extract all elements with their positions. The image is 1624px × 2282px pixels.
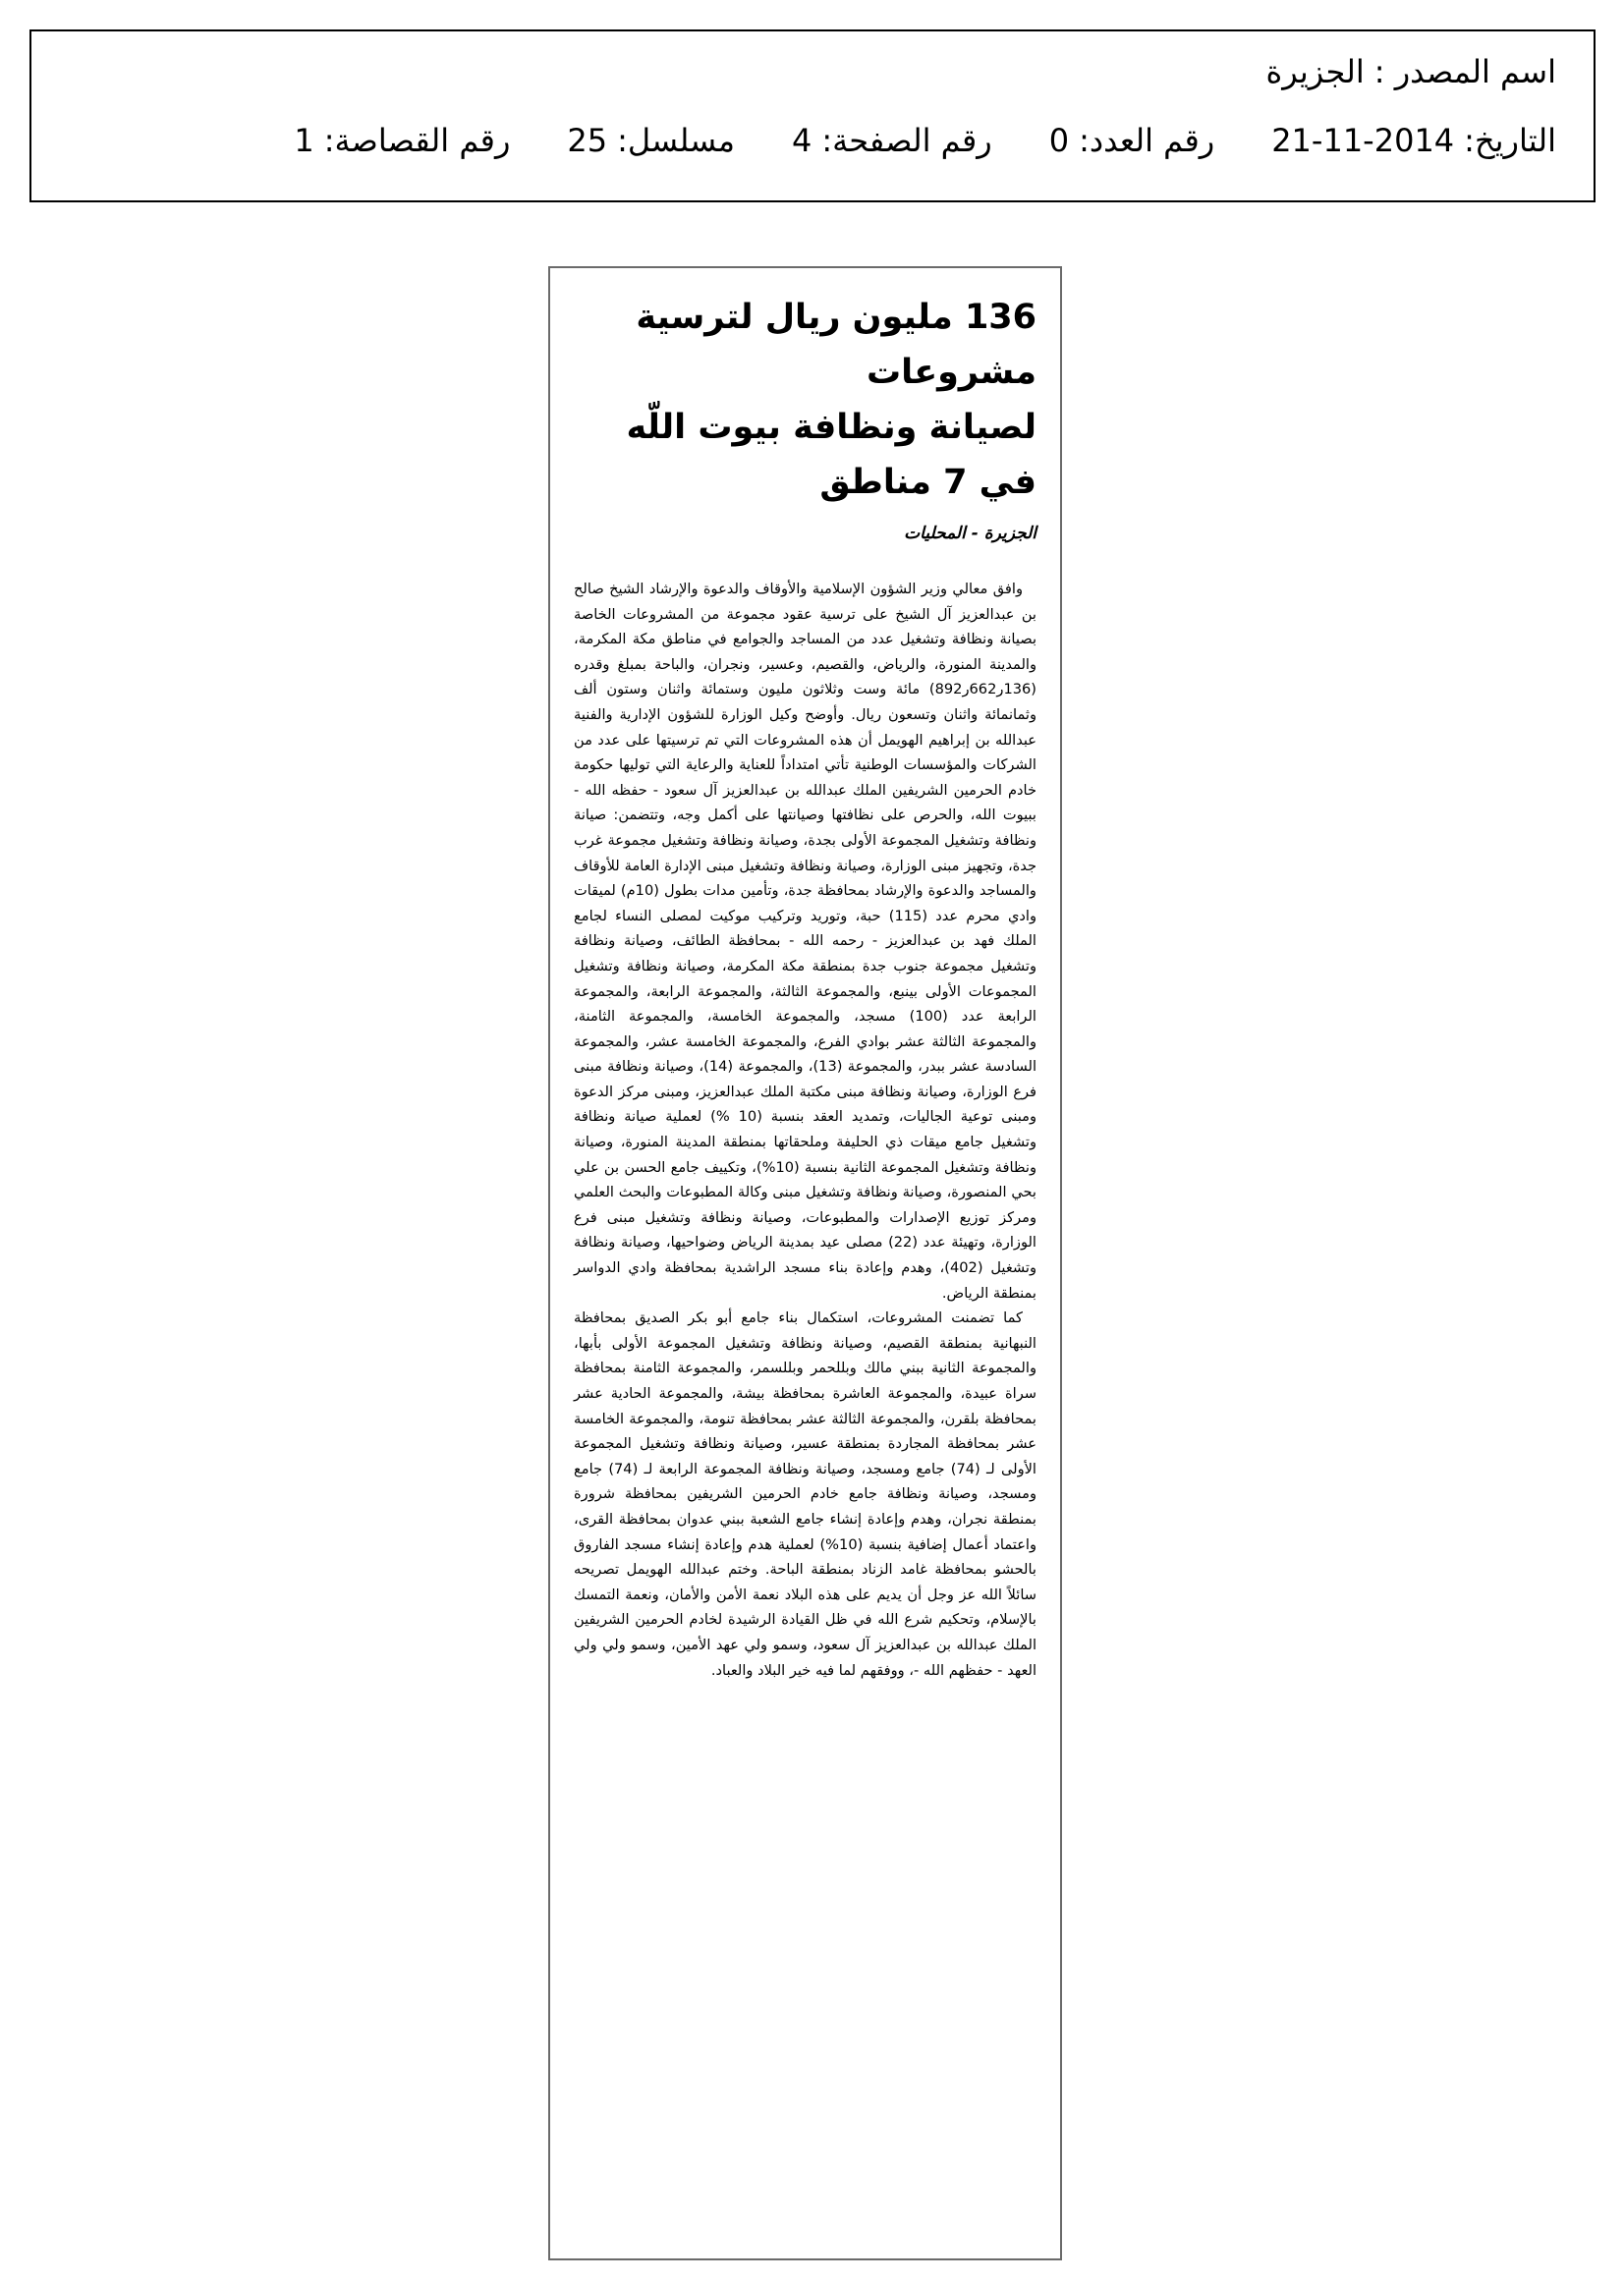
headline-line-2: لصيانة ونظافة بيوت اللّه في 7 مناطق [626,408,1036,502]
page-label: رقم الصفحة: [821,122,992,159]
issue-value: 0 [1048,122,1070,159]
byline: الجزيرة - المحليات [904,524,1036,543]
serial-field [567,122,735,159]
page-field [792,122,992,159]
clip-value: 1 [294,122,314,159]
source-label: اسم المصدر : [1373,53,1556,90]
serial-value: 25 [567,122,608,159]
issue-label: رقم العدد: [1079,122,1215,159]
article-paragraph-1: وافق معالي وزير الشؤون الإسلامية والأوقاف والدعوة والإرشاد الشيخ صالح بن عبدالعزيز آل الشيخ على ترسية عقود مجموعة من المشروعات الخاصة بصيانة ونظافة وتشغيل عدد من المساجد والجوامع في مناطق مكة المكرمة، والمدينة المنورة، والرياض، والقصيم، وعسير، ونجران، والباحة بمبلغ وقدره (136ر662ر892) مائة وست وثلاثون مليون وستمائة واثنان وستون ألف وثمانمائة واثنان وتسعون ريال. وأوضح وكيل الوزارة للشؤون الإدارية والفنية عبدالله بن إبراهيم الهويمل أن هذه المشروعات التي تم ترسيتها على عدد من الشركات والمؤسسات الوطنية تأتي امتداداً للعناية والرعاية التي توليها حكومة خادم الحرمين الشريفين الملك عبدالله بن عبدالعزيز آل سعود - حفظه الله - ببيوت الله، والحرص على نظافتها وصيانتها على أكمل وجه، وتتضمن: صيانة ونظافة وتشغيل المجموعة الأولى بجدة، وصيانة ونظافة وتشغيل مجموعة غرب جدة، وتجهيز مبنى الوزارة، وصيانة ونظافة وتشغيل مبنى الإدارة العامة للأوقاف والمساجد والدعوة والإرشاد بمحافظة جدة، وتأمين مدات بطول (10م) لميقات وادي محرم عدد (115) حبة، وتوريد وتركيب موكيت لمصلى النساء لجامع الملك فهد بن عبدالعزيز - رحمه الله - بمحافظة الطائف، وصيانة ونظافة وتشغيل مجموعة جنوب جدة بمنطقة مكة المكرمة، وصيانة ونظافة وتشغيل المجموعات الأولى بينبع، والمجموعة الثالثة، والمجموعة الرابعة، والمجموعة الرابعة عدد (100) مسجد، والمجموعة الخامسة، والمجموعة الثامنة، والمجموعة الثالثة عشر بوادي الفرع، والمجموعة الخامسة عشر، والمجموعة السادسة عشر ببدر، والمجموعة (13)، والمجموعة (14)، وصيانة ونظافة مبنى فرع الوزارة، وصيانة ونظافة مبنى مكتبة الملك عبدالعزيز، ومبنى مركز الدعوة ومبنى توعية الجاليات، وتمديد العقد بنسبة (10 %) لعملية صيانة ونظافة وتشغيل جامع ميقات ذي الحليفة وملحقاتها بمنطقة المدينة المنورة، وصيانة ونظافة وتشغيل المجموعة الثانية بنسبة (10%)، وتكييف جامع الحسن بن علي بحي المنصورة، وصيانة ونظافة وتشغيل مبنى وكالة المطبوعات والبحث العلمي ومركز توزيع الإصدارات والمطبوعات، وصيانة ونظافة وتشغيل مبنى فرع الوزارة، وتهيئة عدد (22) مصلى عيد بمدينة الرياض وضواحيها، وصيانة ونظافة وتشغيل (402)، وهدم وإعادة بناء مسجد الراشدية بمحافظة وادي الدواسر بمنطقة الرياض. [574,581,1037,1302]
clipping-content [550,268,1060,1683]
clipping-header [29,29,1596,202]
source-value: الجزيرة [1265,53,1365,90]
clip-field [294,122,510,159]
newspaper-clipping [548,266,1062,2260]
headline [574,290,1036,510]
date-label: التاريخ: [1464,122,1556,159]
page-value: 4 [791,122,812,159]
headline-line-1: 136 مليون ريال لترسية مشروعات [636,298,1036,392]
clip-label: رقم القصاصة: [323,122,511,159]
article-body [574,577,1036,1683]
issue-field [1049,122,1214,159]
date-value: 2014-11-21 [1271,122,1455,159]
meta-line [294,122,1556,159]
source-line [1265,53,1556,90]
date-field [1271,122,1556,159]
article-paragraph-2: كما تضمنت المشروعات، استكمال بناء جامع أبو بكر الصديق بمحافظة النبهانية بمنطقة القصيم، وصيانة ونظافة وتشغيل المجموعة الأولى بأبها، والمجموعة الثانية ببني مالك وبللحمر وبللسمر، والمجموعة الثامنة بمحافظة سراة عبيدة، والمجموعة العاشرة بمحافظة بيشة، والمجموعة الحادية عشر بمحافظة بلقرن، والمجموعة الثالثة عشر بمحافظة تنومة، والمجموعة الخامسة عشر بمحافظة المجاردة بمنطقة عسير، وصيانة ونظافة وتشغيل المجموعة الأولى لـ (74) جامع ومسجد، وصيانة ونظافة المجموعة الرابعة لـ (74) جامع ومسجد، وصيانة ونظافة جامع خادم الحرمين الشريفين بمحافظة شرورة بمنطقة نجران، وهدم وإعادة إنشاء جامع الشعبة ببني عدوان بمحافظة القرى، واعتماد أعمال إضافية بنسبة (10%) لعملية هدم وإعادة إنشاء مسجد الفاروق بالحشو بمحافظة غامد الزناد بمنطقة الباحة. وختم عبدالله الهويمل تصريحه سائلاً الله عز وجل أن يديم على هذه البلاد نعمة الأمن والأمان، ونعمة التمسك بالإسلام، وتحكيم شرع الله في ظل القيادة الرشيدة لخادم الحرمين الشريفين الملك عبدالله بن عبدالعزيز آل سعود، وسمو ولي عهد الأمين، وسمو ولي ولي العهد - حفظهم الله -، ووفقهم لما فيه خير البلاد والعباد. [574,1309,1037,1679]
serial-label: مسلسل: [617,122,735,159]
